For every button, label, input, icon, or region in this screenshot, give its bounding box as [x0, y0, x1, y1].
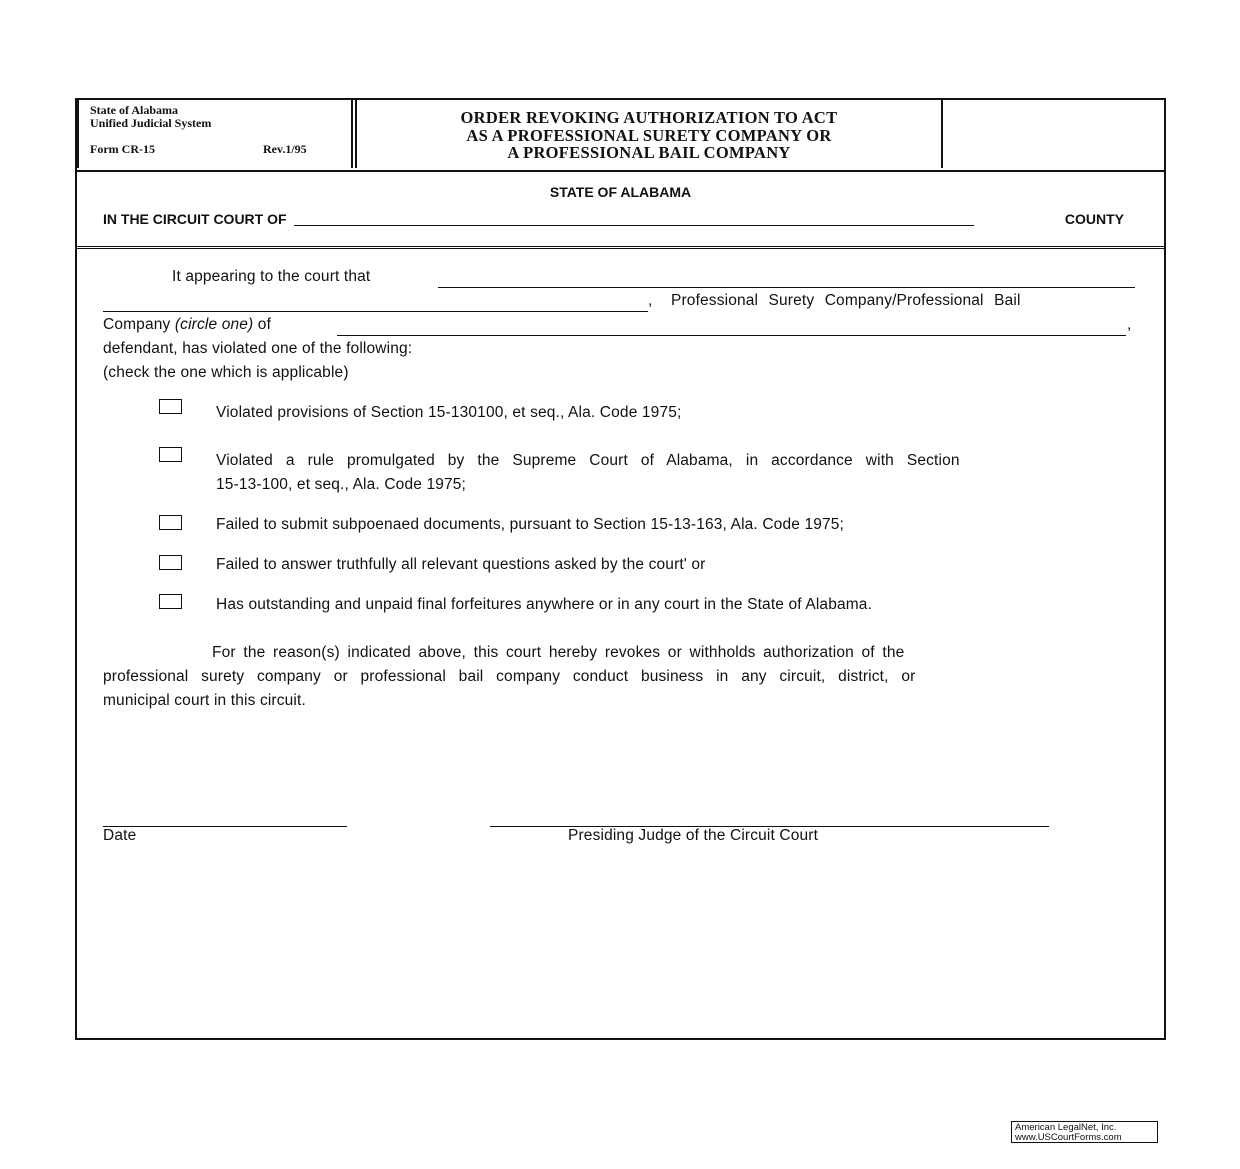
- state-heading: STATE OF ALABAMA: [549, 184, 692, 200]
- option-checkbox[interactable]: [159, 399, 182, 414]
- form-title-line: A PROFESSIONAL BAIL COMPANY: [507, 143, 791, 162]
- option-checkbox[interactable]: [159, 555, 182, 570]
- option-text: [216, 452, 1135, 470]
- option-text: Failed to answer truthfully all relevant questions asked by the court' or: [216, 556, 706, 573]
- order-line: [212, 644, 1135, 662]
- form-title-line: ORDER REVOKING AUTHORIZATION TO ACT: [460, 108, 838, 127]
- publisher-stamp: [1011, 1121, 1158, 1143]
- defendant-name-field[interactable]: [337, 335, 1126, 336]
- option-text-line: Violated a rule promulgated by the Supreme Court of Alabama, in accordance with Section: [216, 452, 960, 469]
- county-name-field[interactable]: [294, 225, 974, 226]
- date-field[interactable]: [103, 826, 347, 827]
- circuit-court-label: IN THE CIRCUIT COURT OF: [103, 211, 287, 227]
- company-line: [103, 316, 271, 334]
- option-text: Violated provisions of Section 15-130100, et seq., Ala. Code 1975;: [216, 404, 682, 421]
- publisher-name: American LegalNet, Inc.: [1015, 1122, 1117, 1133]
- option-checkbox[interactable]: [159, 594, 182, 609]
- county-label: COUNTY: [1064, 211, 1124, 227]
- of-word: of: [257, 316, 272, 333]
- option-checkbox[interactable]: [159, 515, 182, 530]
- judge-label: Presiding Judge of the Circuit Court: [568, 827, 819, 844]
- para-line: [172, 268, 370, 286]
- court-section: [77, 170, 1164, 249]
- form-title-line: AS A PROFESSIONAL SURETY COMPANY OR: [466, 125, 832, 145]
- order-text: municipal court in this circuit.: [103, 692, 306, 709]
- option-text: Failed to submit subpoenaed documents, pursuant to Section 15-13-163, Ala. Code 1975;: [216, 516, 844, 533]
- check-instruction: (check the one which is applicable): [103, 364, 349, 381]
- option-text: Has outstanding and unpaid final forfeitures anywhere or in any court in the State of Alabama.: [216, 596, 873, 613]
- form-id-block: [77, 100, 353, 168]
- date-label: Date: [103, 827, 137, 844]
- judicial-system: Unified Judicial System: [90, 116, 212, 130]
- company-type-text: Professional Surety Company/Professional Bail: [671, 292, 1021, 309]
- form-header: [77, 100, 1164, 172]
- surety-name-field-cont[interactable]: [103, 311, 648, 312]
- form-number: Form CR-15: [90, 142, 155, 156]
- form-revision: Rev.1/95: [263, 142, 307, 156]
- order-text: For the reason(s) indicated above, this court hereby revokes or withholds authorization of the: [212, 644, 905, 661]
- circle-one-hint: (circle one): [174, 316, 254, 333]
- form-title: [355, 100, 943, 168]
- order-text: professional surety company or professional bail company conduct business in any circuit, district, or: [103, 668, 916, 685]
- appearing-text: It appearing to the court that: [172, 268, 371, 285]
- surety-name-field[interactable]: [438, 287, 1135, 288]
- company-word: Company: [103, 316, 171, 333]
- state-name: State of Alabama: [90, 103, 178, 117]
- option-checkbox[interactable]: [159, 447, 182, 462]
- order-line: [103, 668, 1135, 686]
- circuit-court-line: [103, 211, 974, 227]
- publisher-url: www.USCourtForms.com: [1015, 1132, 1122, 1143]
- comma: ,: [648, 292, 653, 309]
- comma: ,: [1127, 316, 1132, 333]
- company-type-line: [671, 292, 1135, 310]
- defendant-text: defendant, has violated one of the following:: [103, 340, 413, 357]
- option-text-cont: 15-13-100, et seq., Ala. Code 1975;: [216, 476, 466, 493]
